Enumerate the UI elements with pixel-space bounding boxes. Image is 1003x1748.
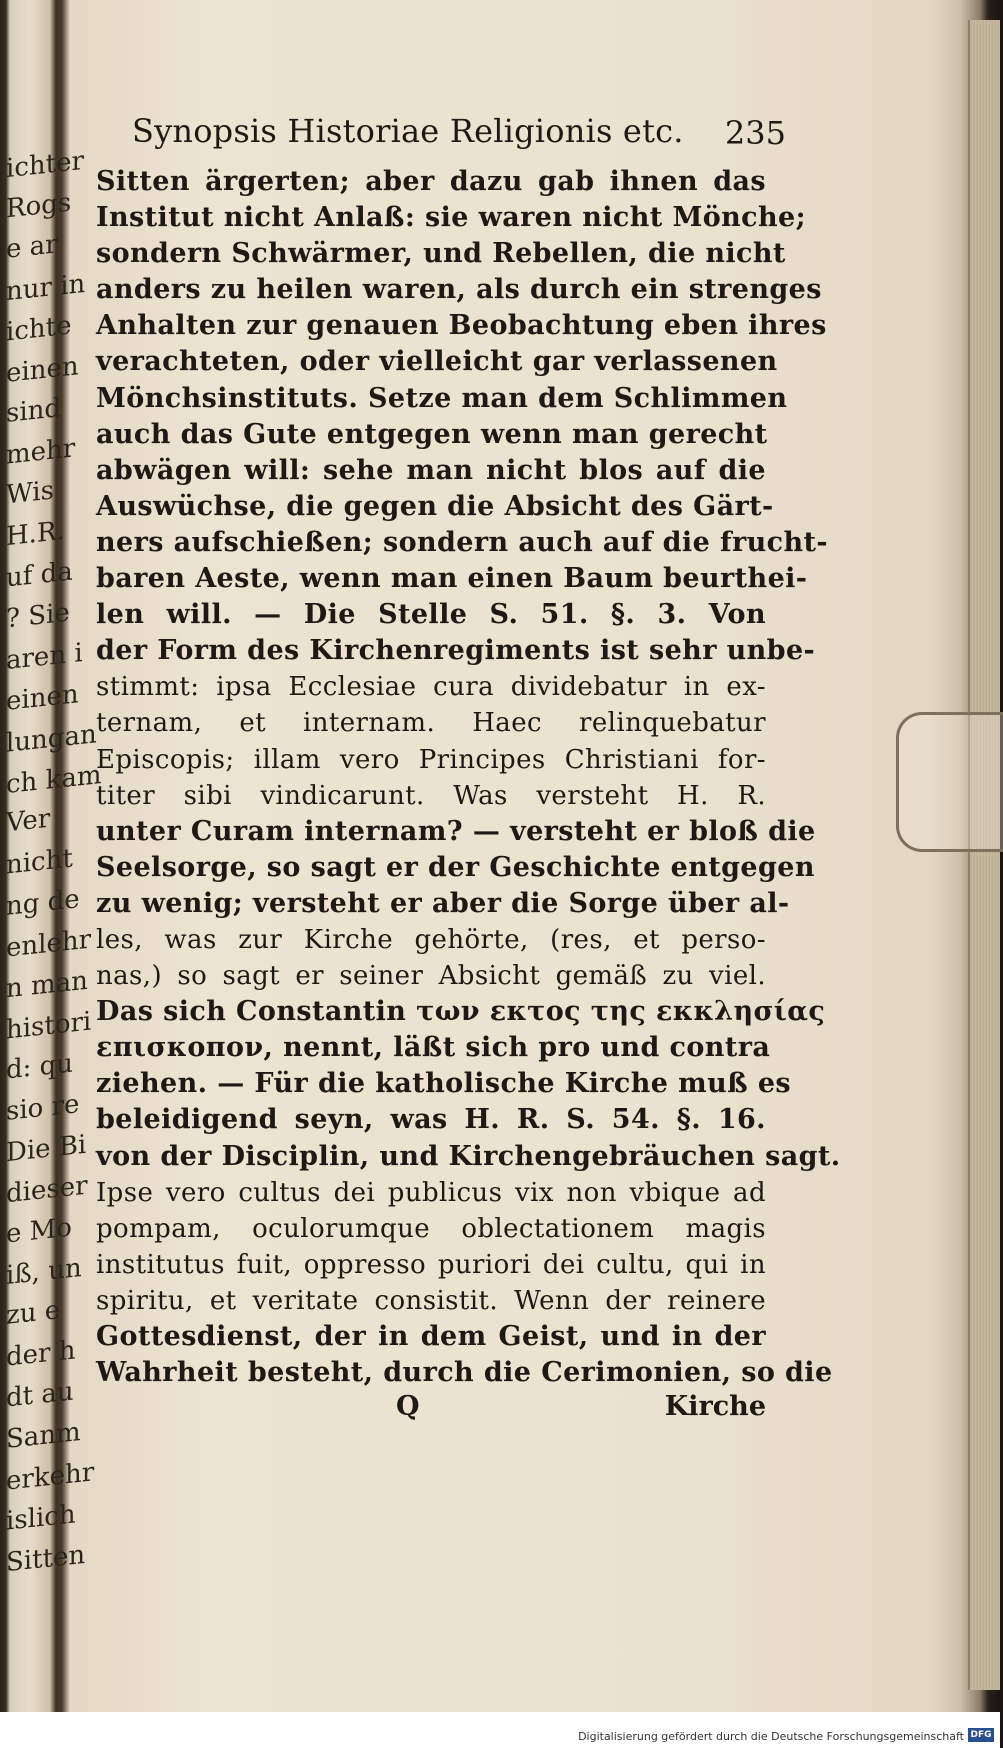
facing-page-fragment: Wis	[6, 475, 54, 511]
text-line: Auswüchse, die gegen die Absicht des Gärt-	[96, 490, 774, 522]
facing-page-fragment: e Mo	[6, 1212, 72, 1250]
facing-page-fragment: lungan	[6, 719, 97, 759]
facing-page-fragment: aren i	[6, 637, 83, 677]
facing-page-fragment: sind	[6, 393, 62, 429]
page-number: 235	[724, 114, 786, 152]
facing-page-fragment: einen	[6, 679, 79, 717]
facing-page-fragment: ? Sie	[6, 597, 70, 635]
facing-page-fragment: H.R.	[6, 515, 65, 553]
facing-page-fragment: ch kam	[6, 759, 102, 801]
facing-page-fragment: ichte	[6, 310, 72, 348]
signature-mark: Q	[396, 1391, 420, 1423]
facing-page-fragment: histori	[6, 1006, 92, 1046]
facing-page-fragment: nur in	[6, 268, 86, 308]
body-text	[96, 164, 841, 1391]
facing-page-fragment: n man	[6, 965, 88, 1005]
dfg-logo-icon: DFG	[968, 1728, 994, 1742]
facing-page-fragment: nicht	[6, 843, 73, 881]
text-line: ners aufschießen; sondern auch auf die frucht-	[96, 526, 828, 558]
running-title: Synopsis Historiae Religionis etc.	[132, 112, 684, 150]
text-line: anders zu heilen waren, als durch ein strenges	[96, 274, 822, 306]
facing-page-fragment: erkehr	[6, 1457, 95, 1497]
text-line: institutus fuit, oppresso puriori dei cultu, qui in	[96, 1249, 766, 1280]
text-line: ziehen. — Für die katholische Kirche muß es	[96, 1068, 792, 1100]
facing-page-fragment: mehr	[6, 433, 76, 471]
text-line: len will. — Die Stelle S. 51. §. 3. Von	[96, 599, 766, 631]
facing-page-fragment: iß, un	[6, 1253, 82, 1291]
text-line: Gottesdienst, der in dem Geist, und in der	[96, 1321, 766, 1352]
text-line: Mönchsinstituts. Setze man dem Schlimmen	[96, 382, 788, 414]
digitization-credit: Digitalisierung gefördert durch die Deutsche Forschungsgemeinschaft	[578, 1730, 964, 1743]
text-line: unter Curam internam? — versteht er bloß die	[96, 815, 816, 847]
text-line: Seelsorge, so sagt er der Geschichte entgegen	[96, 851, 815, 883]
text-line: auch das Gute entgegen wenn man gerecht	[96, 418, 768, 450]
bookmark-tab	[896, 712, 1003, 852]
text-line: sondern Schwärmer, und Rebellen, die nicht	[96, 238, 786, 270]
text-line: Institut nicht Anlaß: sie waren nicht Mönche;	[96, 202, 806, 234]
facing-page-fragment: Sanm	[6, 1417, 81, 1455]
text-line: les, was zur Kirche gehörte, (res, et perso-	[96, 924, 766, 955]
facing-page-fragment: zu e	[6, 1295, 61, 1331]
text-line: beleidigend seyn, was H. R. S. 54. §. 16.	[96, 1104, 766, 1136]
text-line: Ipse vero cultus dei publicus vix non vbique ad	[96, 1177, 766, 1208]
catchword: Kirche	[664, 1391, 766, 1423]
facing-page-fragment: enlehr	[6, 924, 92, 964]
text-line: der Form des Kirchenregiments ist sehr unbe-	[96, 635, 816, 667]
text-line: Anhalten zur genauen Beobachtung eben ihres	[96, 310, 827, 342]
facing-page-fragment: ichter	[6, 145, 84, 185]
text-line: επισκοπον, nennt, läßt sich pro und contra	[96, 1032, 771, 1064]
text-line: abwägen will: sehe man nicht blos auf die	[96, 454, 766, 486]
text-line: Das sich Constantin των εκτος της εκκλησίας	[96, 996, 826, 1028]
facing-page-gutter	[0, 0, 102, 1700]
text-line: stimmt: ipsa Ecclesiae cura dividebatur in ex-	[96, 672, 766, 703]
text-line: pompam, oculorumque oblectationem magis	[96, 1213, 766, 1244]
running-head	[96, 108, 786, 164]
text-line: spiritu, et veritate consistit. Wenn der reinere	[96, 1285, 766, 1316]
facing-page-fragment: e ar	[6, 229, 58, 265]
page-edge	[968, 20, 1000, 1690]
facing-page-fragment: islich	[6, 1499, 76, 1537]
text-line: Sitten ärgerten; aber dazu gab ihnen das	[96, 166, 766, 197]
facing-page-fragment: Sitten	[6, 1539, 86, 1579]
text-line: ternam, et internam. Haec relinquebatur	[96, 708, 766, 739]
text-line: nas,) so sagt er seiner Absicht gemäß zu viel.	[96, 961, 766, 992]
text-line: von der Disciplin, und Kirchengebräuchen sagt.	[96, 1140, 841, 1172]
footer-line	[96, 1391, 766, 1427]
text-line: baren Aeste, wenn man einen Baum beurthei-	[96, 563, 808, 595]
facing-page-fragment: einen	[6, 351, 79, 389]
facing-page-fragment: Ver	[6, 803, 51, 839]
text-line: verachteten, oder vielleicht gar verlassenen	[96, 346, 778, 378]
facing-page-fragment: ng de	[6, 884, 80, 922]
page-text-block	[96, 108, 841, 1427]
facing-page-fragment: dt au	[6, 1376, 74, 1414]
text-line: Wahrheit besteht, durch die Cerimonien, so die	[96, 1357, 833, 1389]
facing-page-fragment: Die Bi	[6, 1129, 87, 1169]
facing-page-fragment: d: qu	[6, 1048, 74, 1086]
facing-page-fragment: der h	[6, 1335, 76, 1373]
text-line: Episcopis; illam vero Principes Christiani for-	[96, 744, 766, 775]
facing-page-fragment: uf da	[6, 556, 73, 594]
facing-page-fragment: dieser	[6, 1170, 88, 1210]
facing-page-fragment: Rogs	[6, 187, 72, 225]
facing-page-fragment: sio re	[6, 1089, 80, 1127]
text-line: titer sibi vindicarunt. Was versteht H. R.	[96, 780, 766, 811]
text-line: zu wenig; versteht er aber die Sorge über al-	[96, 887, 790, 919]
